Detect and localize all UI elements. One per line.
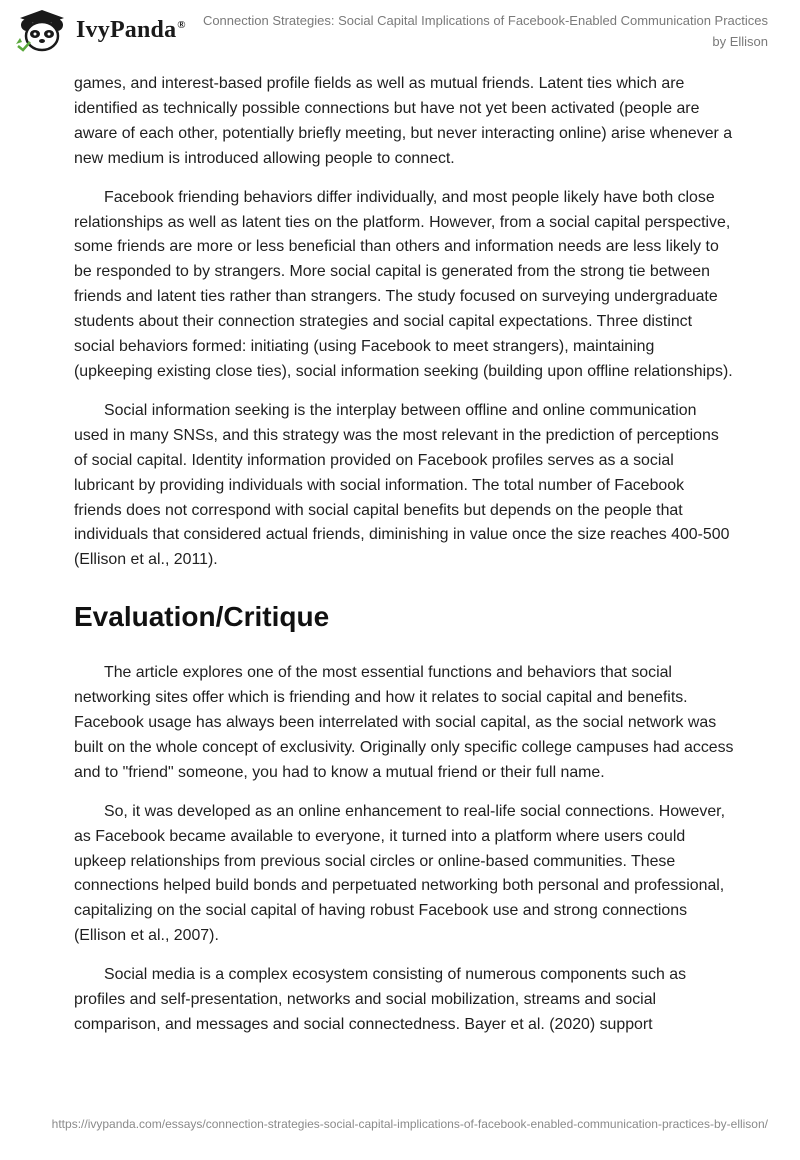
ivypanda-logo[interactable] [14, 8, 186, 52]
section-heading: Evaluation/Critique [74, 601, 330, 633]
essay-body [74, 72, 734, 1052]
paragraph-4: The article explores one of the most essential functions and behaviors that social networking sites offer which is friending and how it relates to social capital and benefits. Facebook usage has always been interrelated with social capital, as the social network was built on the whole concept of exclusivity. Originally only specific college campuses had access and to "friend" someone, you had to know a mutual friend or their full name. [74, 664, 734, 781]
panda-graduate-icon [14, 8, 70, 52]
paragraph-5: So, it was developed as an online enhancement to real-life social connections. However, as Facebook became available to everyone, it turned into a platform where users could upkeep relationships from previous social circles or online-based communities. These connections helped build bonds and perpetuated networking both personal and professional, capitalizing on the social capital of having robust Facebook use and strong connections (Ellison et al., 2007). [74, 802, 725, 945]
paragraph-3: Social information seeking is the interplay between offline and online communication used in many SNSs, and this strategy was the most relevant in the prediction of perceptions of social capital. Identity information provided on Facebook profiles serves as a social lubricant by providing individuals with social information. The total number of Facebook friends does not correspond with social capital benefits but depends on the people that individuals that considered actual friends, diminishing in value once the size reaches 400-500 (Ellison et al., 2011). [74, 401, 730, 569]
brand-name: IvyPanda® [76, 16, 186, 43]
page-header [0, 0, 800, 60]
document-title: Connection Strategies: Social Capital Implications of Facebook-Enabled Communication Practices by Ellison [202, 13, 768, 49]
paragraph-1: games, and interest-based profile fields as well as mutual friends. Latent ties which are identified as technically possible connections but have not yet been activated (people are aware of each other, potentially briefly meeting, but never interacting online) arise whenever a new medium is introduced allowing people to connect. [74, 75, 733, 167]
source-url-link[interactable]: https://ivypanda.com/essays/connection-strategies-social-capital-implications-of-facebook-enabled-communication-practices-by-ellison/ [51, 1117, 768, 1131]
registered-mark: ® [177, 18, 186, 31]
paragraph-2: Facebook friending behaviors differ individually, and most people likely have both close relationships as well as latent ties on the platform. However, from a social capital perspective, some friends are more or less beneficial than others and information needs are less likely to be responded to by strangers. More social capital is generated from the strong tie between friends and latent ties rather than strangers. The study focused on surveying undergraduate students about their connection strategies and social capital expectations. Three distinct social behaviors formed: initiating (using Facebook to meet strangers), maintaining (upkeeping existing close ties), social information seeking (building upon offline relationships). [74, 188, 733, 380]
paragraph-6: Social media is a complex ecosystem consisting of numerous components such as profiles and self-presentation, networks and social mobilization, streams and social comparison, and messages and social connectedness. Bayer et al. (2020) support [74, 966, 687, 1033]
